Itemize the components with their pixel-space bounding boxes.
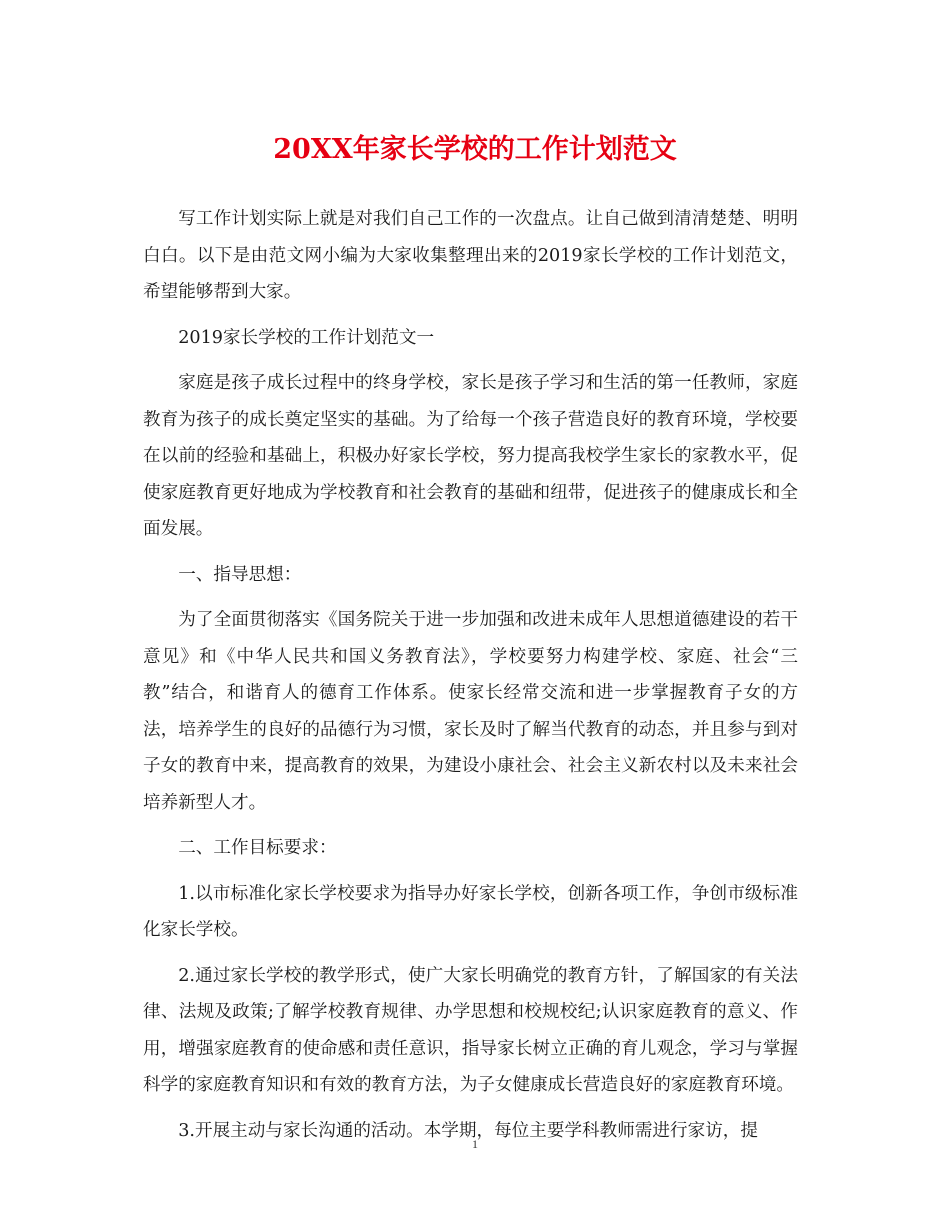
document-body <box>143 201 798 1158</box>
paragraph-family-education: 家庭是孩子成长过程中的终身学校，家长是孩子学习和生活的第一任教师，家庭教育为孩子的成长奠定坚实的基础。为了给每一个孩子营造良好的教育环境，学校要在以前的经验和基础上，积极办好家长学校，努力提高我校学生家长的家教水平，促使家庭教育更好地成为学校教育和社会教育的基础和纽带，促进孩子的健康成长和全面发展。 <box>143 373 798 539</box>
section-heading-guiding-ideology: 一、指导思想： <box>178 564 302 585</box>
paragraph-goal-3: 3.开展主动与家长沟通的活动。本学期，每位主要学科教师需进行家访，提 <box>178 1120 758 1141</box>
paragraph-goal-1: 1.以市标准化家长学校要求为指导办好家长学校，创新各项工作，争创市级标准化家长学校。 <box>143 883 798 940</box>
document-title: 20XX年家长学校的工作计划范文 <box>273 134 677 165</box>
page-number: 1 <box>472 1137 478 1151</box>
paragraph-intro: 写工作计划实际上就是对我们自己工作的一次盘点。让自己做到清清楚楚、明明白白。以下是由范文网小编为大家收集整理出来的2019家长学校的工作计划范文，希望能够帮到大家。 <box>143 209 798 302</box>
paragraph-goal-2: 2.通过家长学校的教学形式，使广大家长明确党的教育方针，了解国家的有关法律、法规及政策;了解学校教育规律、办学思想和校规校纪;认识家庭教育的意义、作用，增强家庭教育的使命感和责任意识，指导家长树立正确的育儿观念，学习与掌握科学的家庭教育知识和有效的教育方法，为子女健康成长营造良好的家庭教育环境。 <box>143 965 798 1095</box>
section-heading-work-goals: 二、工作目标要求： <box>178 838 337 858</box>
paragraph-guiding-ideology: 为了全面贯彻落实《国务院关于进一步加强和改进未成年人思想道德建设的若干意见》和《中华人民共和国义务教育法》，学校要努力构建学校、家庭、社会“三教”结合，和谐育人的德育工作体系。使家长经常交流和进一步掌握教育子女的方法，培养学生的良好的品德行为习惯，家长及时了解当代教育的动态，并且参与到对子女的教育中来，提高教育的效果，为建设小康社会、社会主义新农村以及未来社会培养新型人才。 <box>143 610 798 813</box>
paragraph-subtitle: 2019家长学校的工作计划范文一 <box>178 327 435 348</box>
